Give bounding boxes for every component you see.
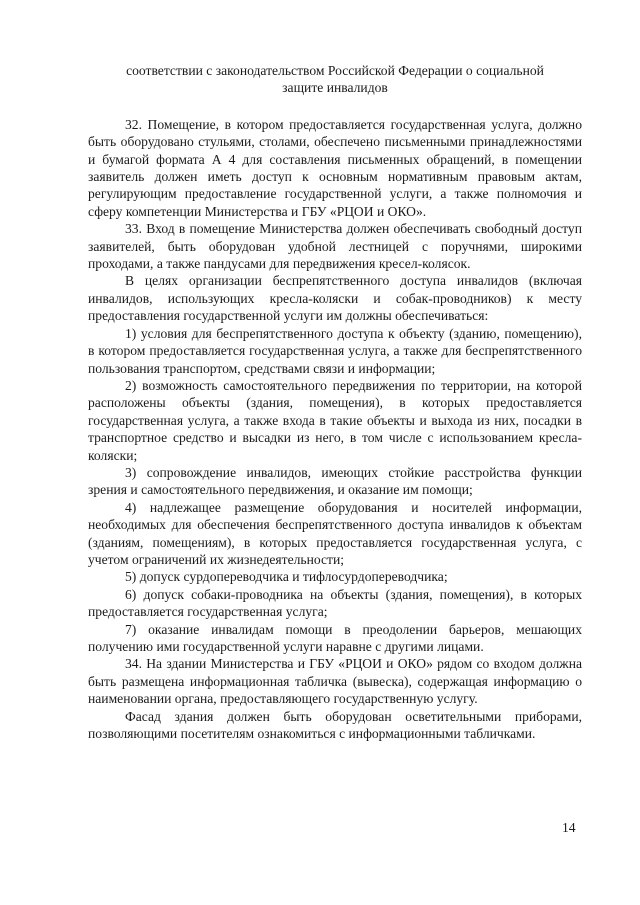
page-number: 14 [562,820,576,835]
list-item-2: 2) возможность самостоятельного передвижения по территории, на которой расположены объекты (здания, помещения), в которых предоставляется государственная услуга, а также входа в такие объекты и выхода из них, посадки в транспортное средство и высадки из него, в том числе с использованием кресла-коляски; [88,377,582,463]
list-item-4: 4) надлежащее размещение оборудования и носителей информации, необходимых для обеспечения беспрепятственного доступа инвалидов к объектам (зданиям, помещениям), в которых предоставляется государственная услуга, с учетом ограничений их жизнедеятельности; [88,499,582,567]
paragraph-33: 33. Вход в помещение Министерства должен обеспечивать свободный доступ заявителей, быть оборудован удобной лестницей с поручнями, широкими проходами, а также пандусами для передвижения кресел-колясок. [88,221,582,272]
paragraph-accessibility-intro: В целях организации беспрепятственного доступа инвалидов (включая инвалидов, использующих кресла-коляски и собак-проводников) к месту предоставления государственной услуги им должны обеспечиваться: [88,273,582,324]
list-item-6: 6) допуск собаки-проводника на объекты (здания, помещения), в которых предоставляется государственная услуга; [88,586,582,620]
paragraph-facade: Фасад здания должен быть оборудован осветительными приборами, позволяющими посетителям ознакомиться с информационными табличками. [88,708,582,742]
paragraph-32: 32. Помещение, в котором предоставляется государственная услуга, должно быть оборудовано стульями, столами, обеспечено письменными принадлежностями и бумагой формата А 4 для составления письменных обращений, в помещении заявитель должен иметь доступ к основным нормативным правовым актам, регулирующим предоставление государственной услуги, а также полномочия и сферу компетенции Министерства и ГБУ «РЦОИ и ОКО». [88,116,582,219]
heading-line: защите инвалидов [282,80,388,96]
list-item-7: 7) оказание инвалидам помощи в преодолении барьеров, мешающих получению ими государственной услуги наравне с другими лицами. [88,621,582,654]
list-item-3: 3) сопровождение инвалидов, имеющих стойкие расстройства функции зрения и самостоятельного передвижения, и оказание им помощи; [88,464,582,498]
document-page [88,62,582,742]
list-item-1: 1) условия для беспрепятственного доступа к объекту (зданию, помещению), в котором предоставляется государственная услуга, а также для беспрепятственного пользования транспортом, средствами связи и информации; [88,325,582,376]
heading-line: соответствии с законодательством Российской Федерации о социальной [126,63,544,78]
paragraph-34: 34. На здании Министерства и ГБУ «РЦОИ и ОКО» рядом со входом должна быть размещена информационная табличка (вывеска), содержащая информацию о наименовании органа, предоставляющего государственную услугу. [88,656,582,707]
list-item-5: 5) допуск сурдопереводчика и тифлосурдопереводчика; [125,569,448,585]
section-heading [88,62,582,97]
